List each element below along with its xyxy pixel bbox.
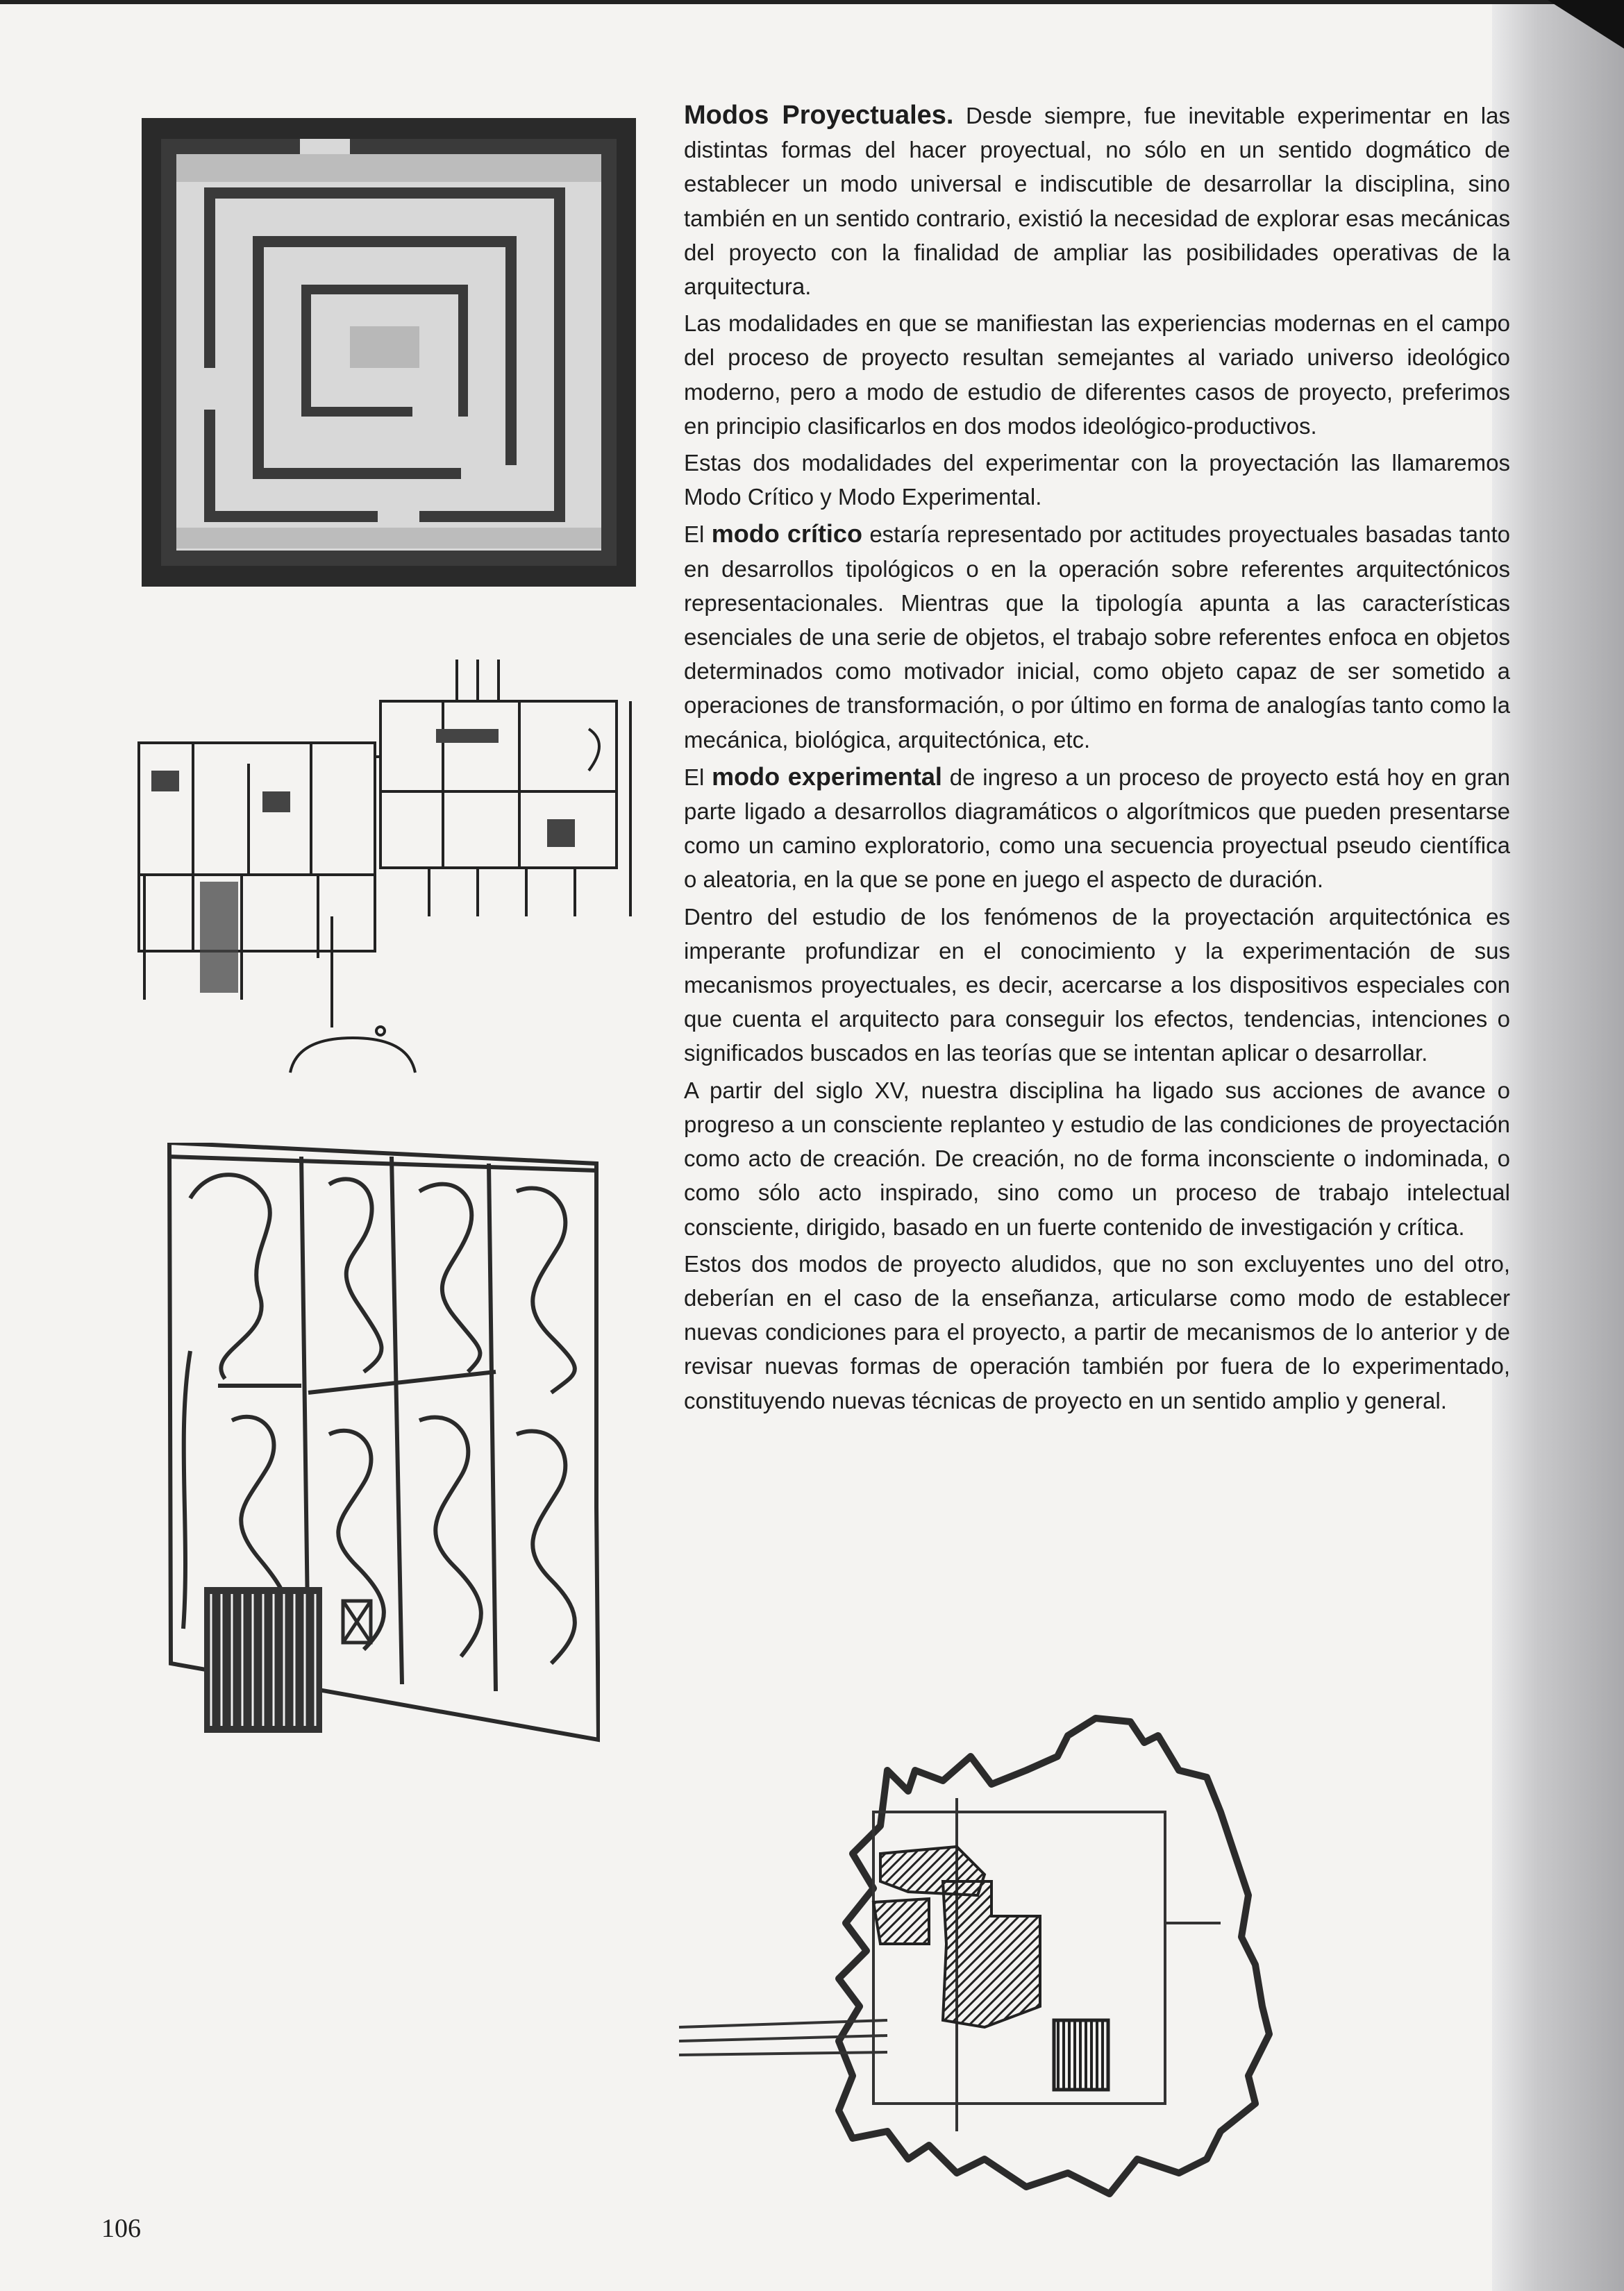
section-heading: Modos Proyectuales. [684, 101, 954, 130]
page-number: 106 [101, 2214, 141, 2243]
term-modo-critico: modo crítico [711, 519, 862, 548]
paragraph-6: Dentro del estudio de los fenómenos de la proyectación arquitectónica es imperante profundizar en el conocimiento y la experimentación de sus mecanismos proyectuales, es decir, acercarse a los dispositivos especiales con que cuenta el arquitecto para conseguir los efectos, tendencias, intenciones o significados buscados en las teorías que se intentan aplicar o desarrollar. [684, 903, 1510, 1066]
page-gutter-shadow [1492, 0, 1624, 2291]
paragraph-8: Estos dos modos de proyecto aludidos, que no son excluyentes uno del otro, deberían en el caso de la enseñanza, articularse como modo de establecer nuevas condiciones para el proyecto, a partir de mecanismos de lo anterior y de revisar nuevas formas de operación también por fuera de lo experimentado, constituyendo nuevas técnicas de proyecto en un sentido amplio y general. [684, 1250, 1510, 1413]
paragraph-1: Modos Proyectuales. Desde siempre, fue inevitable experimentar en las distintas formas del hacer proyectual, no sólo en un sentido dogmático de establecer un modo universal e indiscutible de desarrollar la disciplina, sino también en un sentido contrario, existió la necesidad de explorar esas mecánicas del proyecto con la finalidad de ampliar las posibilidades operativas de la arquitectura. [684, 101, 1510, 300]
top-edge [0, 0, 1624, 4]
body-text [684, 99, 1510, 1420]
paragraph-7: A partir del siglo XV, nuestra disciplina ha ligado sus acciones de avance o progreso a un consciente replanteo y estudio de las condiciones de proyectación como acto de creación. De creación, no de forma inconsciente o indominada, o como sólo acto inspirado, sino como un proceso de trabajo intelectual consciente, dirigido, basado en un fuerte contenido de investigación y crítica. [684, 1077, 1510, 1240]
term-modo-experimental: modo experimental [712, 762, 942, 791]
page-corner [1548, 0, 1624, 49]
figure-maze-model [142, 118, 636, 587]
paragraph-2: Las modalidades en que se manifiestan las experiencias modernas en el campo del proceso de proyecto resultan semejantes al variado universo ideológico moderno, pero a modo de estudio de diferentes casos de proyecto, preferimos en principio clasificarlos en dos modos ideológico-productivos. [684, 310, 1510, 439]
figure-floor-plan [131, 653, 639, 1076]
paragraph-4: El modo crítico estaría representado por actitudes proyectuales basadas tanto en desarrollos tipológicos o en la operación sobre referentes arquitectónicos representacionales. Mientras que la tipología apunta a las características esenciales de una serie de objetos, el trabajo sobre referentes enfoca en objetos determinados como motivador inicial, como objeto capaz de ser sometido a operaciones de transformación, o por último en forma de analogías tanto como la mecánica, biológica, arquitectónica, etc. [684, 519, 1510, 753]
figure-sketch-plan [679, 1715, 1401, 2201]
paragraph-5: El modo experimental de ingreso a un proceso de proyecto está hoy en gran parte ligado a desarrollos diagramáticos o algorítmicos que pueden presentarse como un camino exploratorio, como una secuencia proyectual pseudo científica o aleatoria, en la que se pone en juego el aspecto de duración. [684, 762, 1510, 893]
figure-curvilinear-plan [162, 1143, 600, 1747]
paragraph-3: Estas dos modalidades del experimentar con la proyectación las llamaremos Modo Crítico y Modo Experimental. [684, 450, 1510, 510]
